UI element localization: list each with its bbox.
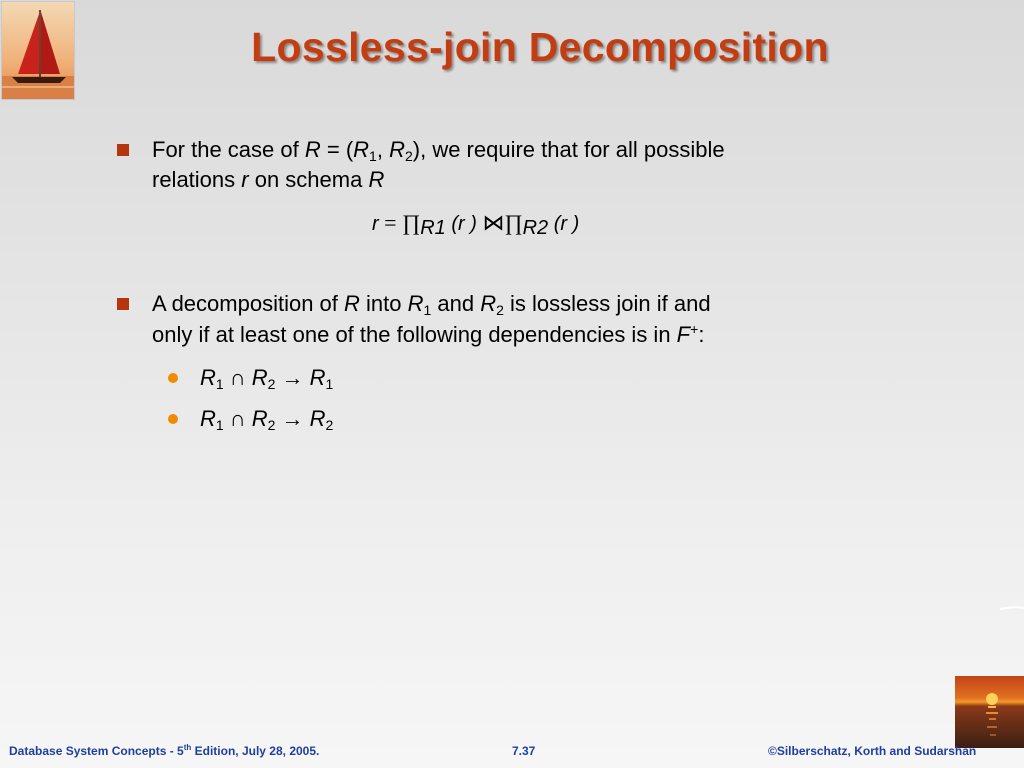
bullet1-line1: For the case of $R = (R_1$, $R_2$), we require that for all possible (152, 137, 725, 164)
footer-copyright: ©Silberschatz, Korth and Sudarshan (768, 744, 977, 758)
bullet-dot-icon (168, 414, 178, 424)
footer-left: Database System Concepts - 5th Edition, July 28, 2005. (9, 743, 320, 758)
decorative-wave (1000, 606, 1024, 610)
join-formula: $r = \prod_{R1}$ (r ) $⋈\prod_{R2}$ (r ) (372, 210, 580, 239)
bullet2-line2: only if at least one of the following dependencies is in F+: (152, 321, 705, 347)
dependency-item: $R_1$ ∩ $R_2 \to R_1$ (200, 365, 334, 392)
slide-title: Lossless-join Decomposition (251, 24, 829, 70)
bullet-square-icon (117, 298, 129, 310)
dependency-item: $R_1$ ∩ $R_2 \to R_2$ (200, 406, 334, 433)
join-icon: ⋈ (482, 210, 505, 235)
bullet-square-icon (117, 144, 129, 156)
footer-page-number: 7.37 (512, 744, 536, 758)
bullet-dot-icon (168, 373, 178, 383)
sunset-image (955, 676, 1024, 748)
bullet1-line2: relations r on schema R (152, 167, 385, 192)
bullet2-line1: A decomposition of R into $R_1$ and $R_2$ is lossless join if and (152, 291, 711, 318)
